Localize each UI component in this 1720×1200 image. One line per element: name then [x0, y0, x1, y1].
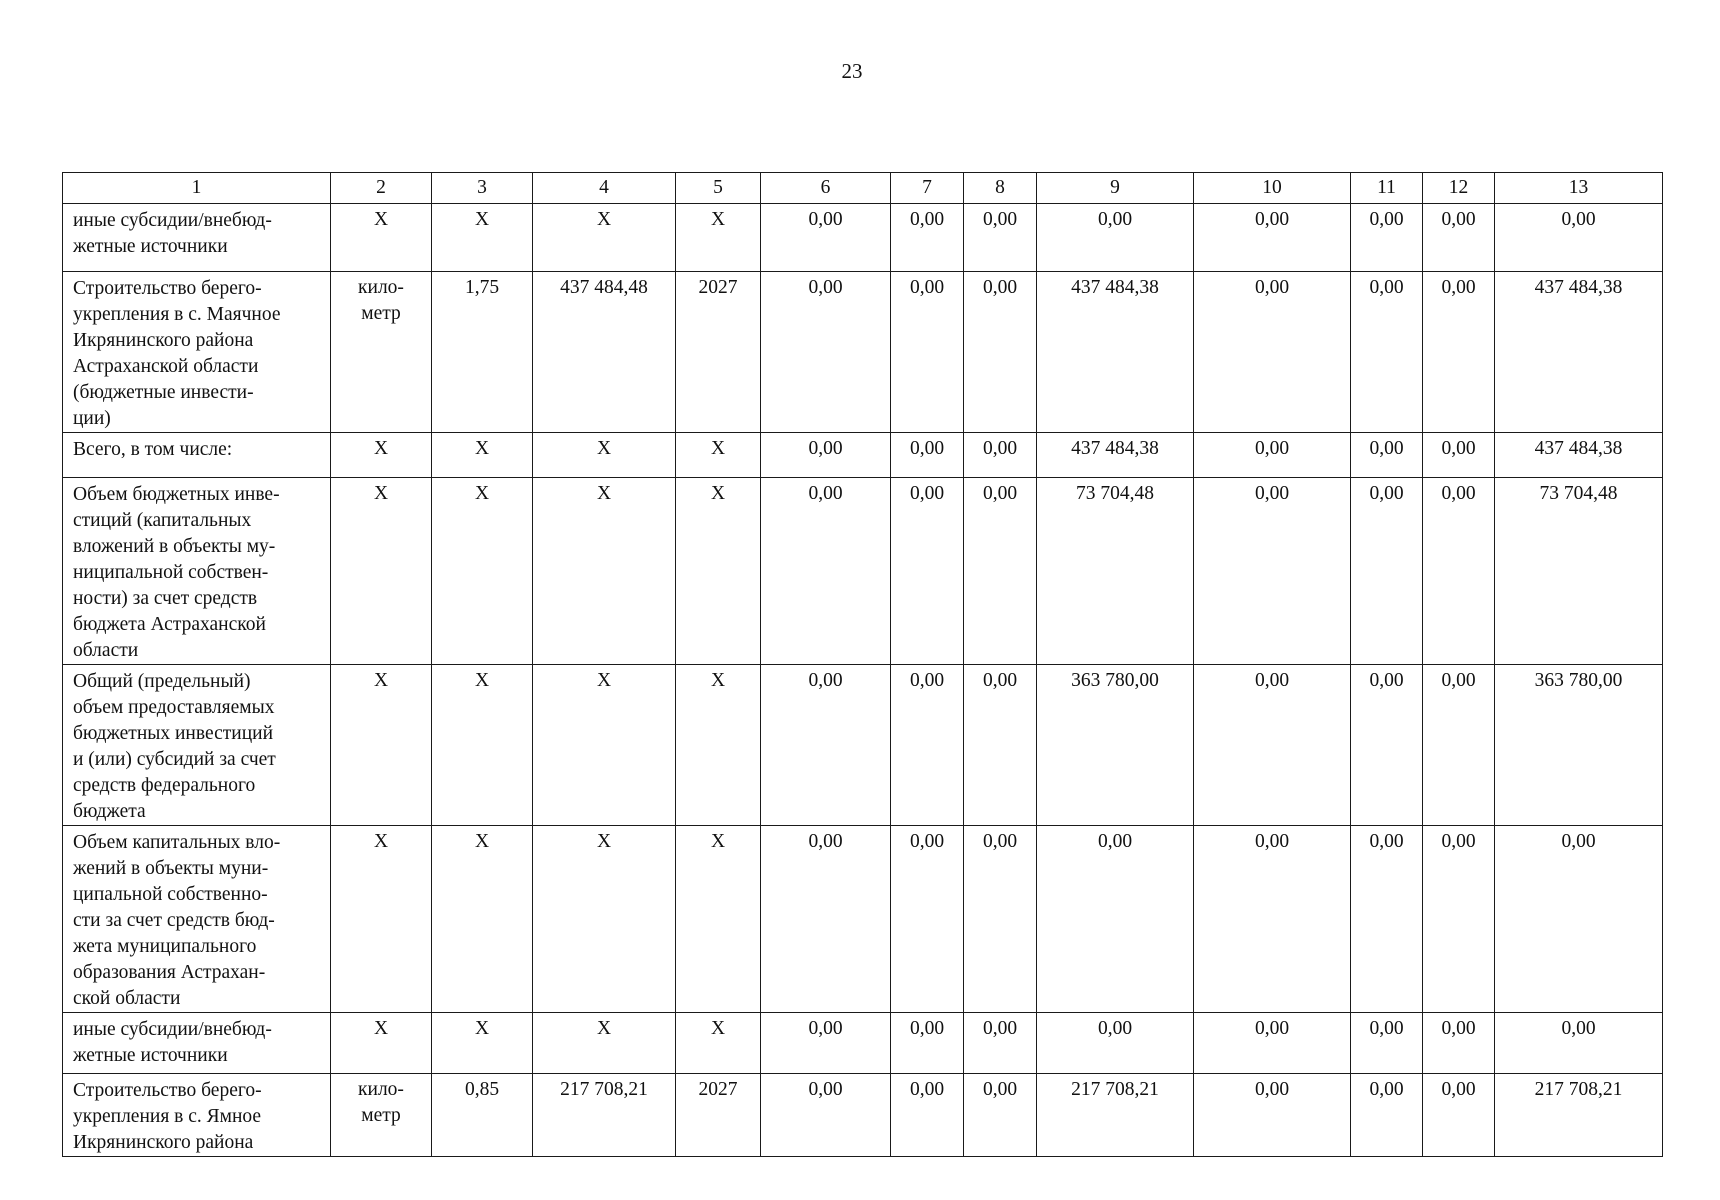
header-cell: 10 [1194, 173, 1351, 204]
year-value: X [710, 1018, 726, 1039]
col8-value: 0,00 [982, 483, 1018, 504]
value-cell [761, 665, 891, 826]
capacity-value: X [474, 831, 490, 852]
estimated-cost-value: X [596, 831, 612, 852]
col11-value: 0,00 [1369, 483, 1404, 504]
value-cell [1351, 1013, 1423, 1074]
year-value: X [710, 438, 726, 459]
col12-value: 0,00 [1441, 483, 1476, 504]
capacity-cell [432, 272, 533, 433]
value-cell [1194, 204, 1351, 272]
value-cell [1194, 826, 1351, 1013]
value-cell [761, 826, 891, 1013]
value-cell [1194, 1074, 1351, 1157]
value-cell [1194, 478, 1351, 665]
capacity-value: X [474, 483, 490, 504]
col11-value: 0,00 [1369, 209, 1404, 230]
col13-value: 363 780,00 [1534, 670, 1623, 691]
table-row [63, 1013, 1663, 1074]
year-cell [676, 1074, 761, 1157]
unit-value: кило- метр [358, 1079, 404, 1126]
year-cell [676, 272, 761, 433]
value-cell [1194, 433, 1351, 478]
unit-cell [331, 1013, 432, 1074]
value-cell [1495, 826, 1663, 1013]
page-number: 23 [841, 59, 863, 83]
col11-value: 0,00 [1369, 831, 1404, 852]
table-row [63, 478, 1663, 665]
col13-value: 0,00 [1561, 209, 1596, 230]
year-value: X [710, 831, 726, 852]
year-cell [676, 1013, 761, 1074]
col9-value: 0,00 [1097, 209, 1133, 230]
value-cell [1423, 204, 1495, 272]
header-cell: 12 [1423, 173, 1495, 204]
col7-value: 0,00 [909, 831, 945, 852]
capacity-value: 0,85 [464, 1079, 500, 1100]
estimated-cost-cell [533, 1013, 676, 1074]
estimated-cost-cell [533, 272, 676, 433]
col6-value: 0,00 [808, 483, 843, 504]
col9-value: 0,00 [1097, 1018, 1133, 1039]
col13-value: 73 704,48 [1539, 483, 1618, 504]
row-name-cell [63, 433, 331, 478]
value-cell [761, 1074, 891, 1157]
value-cell [1351, 204, 1423, 272]
row-name: Объем бюджетных инве- стиций (капитальных вложений в объекты му- ниципальной собствен- ности) за счет средств бюджета Астраханской области [73, 484, 280, 661]
col12-value: 0,00 [1441, 277, 1476, 298]
table-row [63, 272, 1663, 433]
header-cell: 3 [432, 173, 533, 204]
table-row [63, 1074, 1663, 1157]
year-value: X [710, 670, 726, 691]
col12-value: 0,00 [1441, 670, 1476, 691]
col6-value: 0,00 [808, 1018, 843, 1039]
col12-value: 0,00 [1441, 209, 1476, 230]
col13-value: 437 484,38 [1534, 438, 1623, 459]
value-cell [1037, 204, 1194, 272]
col12-value: 0,00 [1441, 1018, 1476, 1039]
estimated-cost-value: X [596, 1018, 612, 1039]
value-cell [1423, 433, 1495, 478]
col7-value: 0,00 [909, 483, 945, 504]
row-name: Объем капитальных вло- жений в объекты муни- ципальной собственно- сти за счет средств бюд- жета муниципального образования Астрахан- ской области [73, 832, 281, 1009]
col7-value: 0,00 [909, 1079, 945, 1100]
value-cell [1351, 826, 1423, 1013]
header-cell: 4 [533, 173, 676, 204]
col10-value: 0,00 [1254, 1079, 1290, 1100]
col13-value: 217 708,21 [1534, 1079, 1623, 1100]
estimated-cost-value: X [596, 209, 612, 230]
estimated-cost-value: X [596, 670, 612, 691]
value-cell [1495, 1013, 1663, 1074]
unit-value: X [373, 670, 389, 691]
value-cell [761, 433, 891, 478]
year-cell [676, 665, 761, 826]
budget-table [62, 172, 1663, 1157]
value-cell [1495, 665, 1663, 826]
value-cell [1037, 478, 1194, 665]
value-cell [964, 272, 1037, 433]
value-cell [1351, 433, 1423, 478]
row-name: Всего, в том числе: [73, 439, 233, 460]
header-cell: 11 [1351, 173, 1423, 204]
year-cell [676, 433, 761, 478]
unit-cell [331, 204, 432, 272]
header-cell: 2 [331, 173, 432, 204]
header-cell: 9 [1037, 173, 1194, 204]
capacity-cell [432, 204, 533, 272]
col8-value: 0,00 [982, 831, 1018, 852]
year-value: X [710, 483, 726, 504]
col7-value: 0,00 [909, 209, 945, 230]
value-cell [1194, 272, 1351, 433]
value-cell [761, 1013, 891, 1074]
capacity-cell [432, 665, 533, 826]
value-cell [1351, 478, 1423, 665]
header-cell: 8 [964, 173, 1037, 204]
unit-cell [331, 478, 432, 665]
col12-value: 0,00 [1441, 831, 1476, 852]
col10-value: 0,00 [1254, 483, 1290, 504]
value-cell [1423, 478, 1495, 665]
unit-value: X [373, 483, 389, 504]
value-cell [891, 272, 964, 433]
unit-cell [331, 826, 432, 1013]
col13-value: 437 484,38 [1534, 277, 1623, 298]
estimated-cost-cell [533, 1074, 676, 1157]
value-cell [964, 204, 1037, 272]
col7-value: 0,00 [909, 1018, 945, 1039]
estimated-cost-value: X [596, 483, 612, 504]
capacity-value: X [474, 209, 490, 230]
capacity-cell [432, 433, 533, 478]
unit-value: X [373, 209, 389, 230]
row-name: Строительство берего- укрепления в с. Ямное Икрянинского района [73, 1080, 262, 1153]
row-name: Строительство берего- укрепления в с. Маячное Икрянинского района Астраханской области (бюджетные инвести- ции) [73, 278, 281, 429]
value-cell [1495, 1074, 1663, 1157]
col9-value: 73 704,48 [1076, 483, 1154, 504]
unit-value: X [373, 831, 389, 852]
unit-value: кило- метр [358, 277, 404, 324]
value-cell [964, 433, 1037, 478]
unit-cell [331, 433, 432, 478]
col11-value: 0,00 [1369, 277, 1404, 298]
col11-value: 0,00 [1369, 1018, 1404, 1039]
value-cell [1037, 665, 1194, 826]
value-cell [964, 665, 1037, 826]
col6-value: 0,00 [808, 670, 843, 691]
value-cell [964, 1013, 1037, 1074]
row-name-cell [63, 1074, 331, 1157]
table-row [63, 665, 1663, 826]
col10-value: 0,00 [1254, 438, 1290, 459]
capacity-cell [432, 1013, 533, 1074]
value-cell [891, 1013, 964, 1074]
value-cell [891, 433, 964, 478]
header-cell: 7 [891, 173, 964, 204]
col8-value: 0,00 [982, 1079, 1018, 1100]
estimated-cost-value: 437 484,48 [560, 277, 648, 298]
col6-value: 0,00 [808, 438, 843, 459]
col10-value: 0,00 [1254, 277, 1290, 298]
value-cell [891, 204, 964, 272]
row-name-cell [63, 665, 331, 826]
col9-value: 437 484,38 [1071, 277, 1159, 298]
capacity-cell [432, 478, 533, 665]
col13-value: 0,00 [1561, 831, 1596, 852]
year-cell [676, 478, 761, 665]
value-cell [1423, 1013, 1495, 1074]
value-cell [1495, 433, 1663, 478]
col8-value: 0,00 [982, 438, 1018, 459]
unit-value: X [373, 1018, 389, 1039]
row-name: иные субсидии/внебюд- жетные источники [73, 1019, 272, 1066]
value-cell [964, 1074, 1037, 1157]
value-cell [1351, 665, 1423, 826]
row-name-cell [63, 826, 331, 1013]
table-header-row [63, 173, 1663, 204]
col6-value: 0,00 [808, 831, 843, 852]
value-cell [1423, 826, 1495, 1013]
value-cell [964, 826, 1037, 1013]
value-cell [1037, 433, 1194, 478]
col10-value: 0,00 [1254, 670, 1290, 691]
value-cell [761, 204, 891, 272]
row-name-cell [63, 1013, 331, 1074]
unit-cell [331, 665, 432, 826]
header-cell: 13 [1495, 173, 1663, 204]
col7-value: 0,00 [909, 277, 945, 298]
col8-value: 0,00 [982, 209, 1018, 230]
row-name-cell [63, 204, 331, 272]
value-cell [1423, 272, 1495, 433]
col9-value: 363 780,00 [1071, 670, 1159, 691]
year-value: 2027 [698, 1079, 738, 1100]
value-cell [1495, 204, 1663, 272]
header-cell: 6 [761, 173, 891, 204]
col8-value: 0,00 [982, 1018, 1018, 1039]
col6-value: 0,00 [808, 1079, 843, 1100]
row-name: Общий (предельный) объем предоставляемых бюджетных инвестиций и (или) субсидий за счет средств федерального бюджета [73, 671, 276, 822]
value-cell [1037, 826, 1194, 1013]
year-cell [676, 204, 761, 272]
capacity-value: 1,75 [464, 277, 500, 298]
value-cell [1037, 272, 1194, 433]
capacity-value: X [474, 1018, 490, 1039]
col6-value: 0,00 [808, 209, 843, 230]
value-cell [1423, 1074, 1495, 1157]
value-cell [891, 826, 964, 1013]
col10-value: 0,00 [1254, 831, 1290, 852]
header-cell: 1 [63, 173, 331, 204]
value-cell [891, 478, 964, 665]
table-row [63, 433, 1663, 478]
unit-value: X [373, 438, 389, 459]
estimated-cost-cell [533, 478, 676, 665]
value-cell [1194, 665, 1351, 826]
estimated-cost-value: 217 708,21 [560, 1079, 648, 1100]
col10-value: 0,00 [1254, 1018, 1290, 1039]
estimated-cost-cell [533, 433, 676, 478]
value-cell [1423, 665, 1495, 826]
row-name-cell [63, 478, 331, 665]
col8-value: 0,00 [982, 670, 1018, 691]
unit-cell [331, 272, 432, 433]
col13-value: 0,00 [1561, 1018, 1596, 1039]
capacity-value: X [474, 670, 490, 691]
value-cell [964, 478, 1037, 665]
value-cell [891, 665, 964, 826]
header-cell: 5 [676, 173, 761, 204]
estimated-cost-cell [533, 826, 676, 1013]
estimated-cost-cell [533, 665, 676, 826]
value-cell [1351, 272, 1423, 433]
value-cell [1495, 478, 1663, 665]
col7-value: 0,00 [909, 438, 945, 459]
value-cell [1351, 1074, 1423, 1157]
row-name: иные субсидии/внебюд- жетные источники [73, 210, 272, 257]
col7-value: 0,00 [909, 670, 945, 691]
col10-value: 0,00 [1254, 209, 1290, 230]
value-cell [761, 272, 891, 433]
estimated-cost-value: X [596, 438, 612, 459]
budget-table-container [62, 172, 1662, 1157]
table-row [63, 826, 1663, 1013]
col6-value: 0,00 [808, 277, 843, 298]
year-value: X [710, 209, 726, 230]
row-name-cell [63, 272, 331, 433]
capacity-cell [432, 826, 533, 1013]
col11-value: 0,00 [1369, 1079, 1404, 1100]
capacity-value: X [474, 438, 490, 459]
table-row [63, 204, 1663, 272]
value-cell [1037, 1013, 1194, 1074]
col11-value: 0,00 [1369, 438, 1404, 459]
capacity-cell [432, 1074, 533, 1157]
col9-value: 437 484,38 [1071, 438, 1159, 459]
unit-cell [331, 1074, 432, 1157]
col8-value: 0,00 [982, 277, 1018, 298]
value-cell [891, 1074, 964, 1157]
col12-value: 0,00 [1441, 1079, 1476, 1100]
col9-value: 217 708,21 [1071, 1079, 1159, 1100]
value-cell [761, 478, 891, 665]
col11-value: 0,00 [1369, 670, 1404, 691]
value-cell [1495, 272, 1663, 433]
estimated-cost-cell [533, 204, 676, 272]
value-cell [1037, 1074, 1194, 1157]
col12-value: 0,00 [1441, 438, 1476, 459]
col9-value: 0,00 [1097, 831, 1133, 852]
value-cell [1194, 1013, 1351, 1074]
year-value: 2027 [698, 277, 738, 298]
year-cell [676, 826, 761, 1013]
